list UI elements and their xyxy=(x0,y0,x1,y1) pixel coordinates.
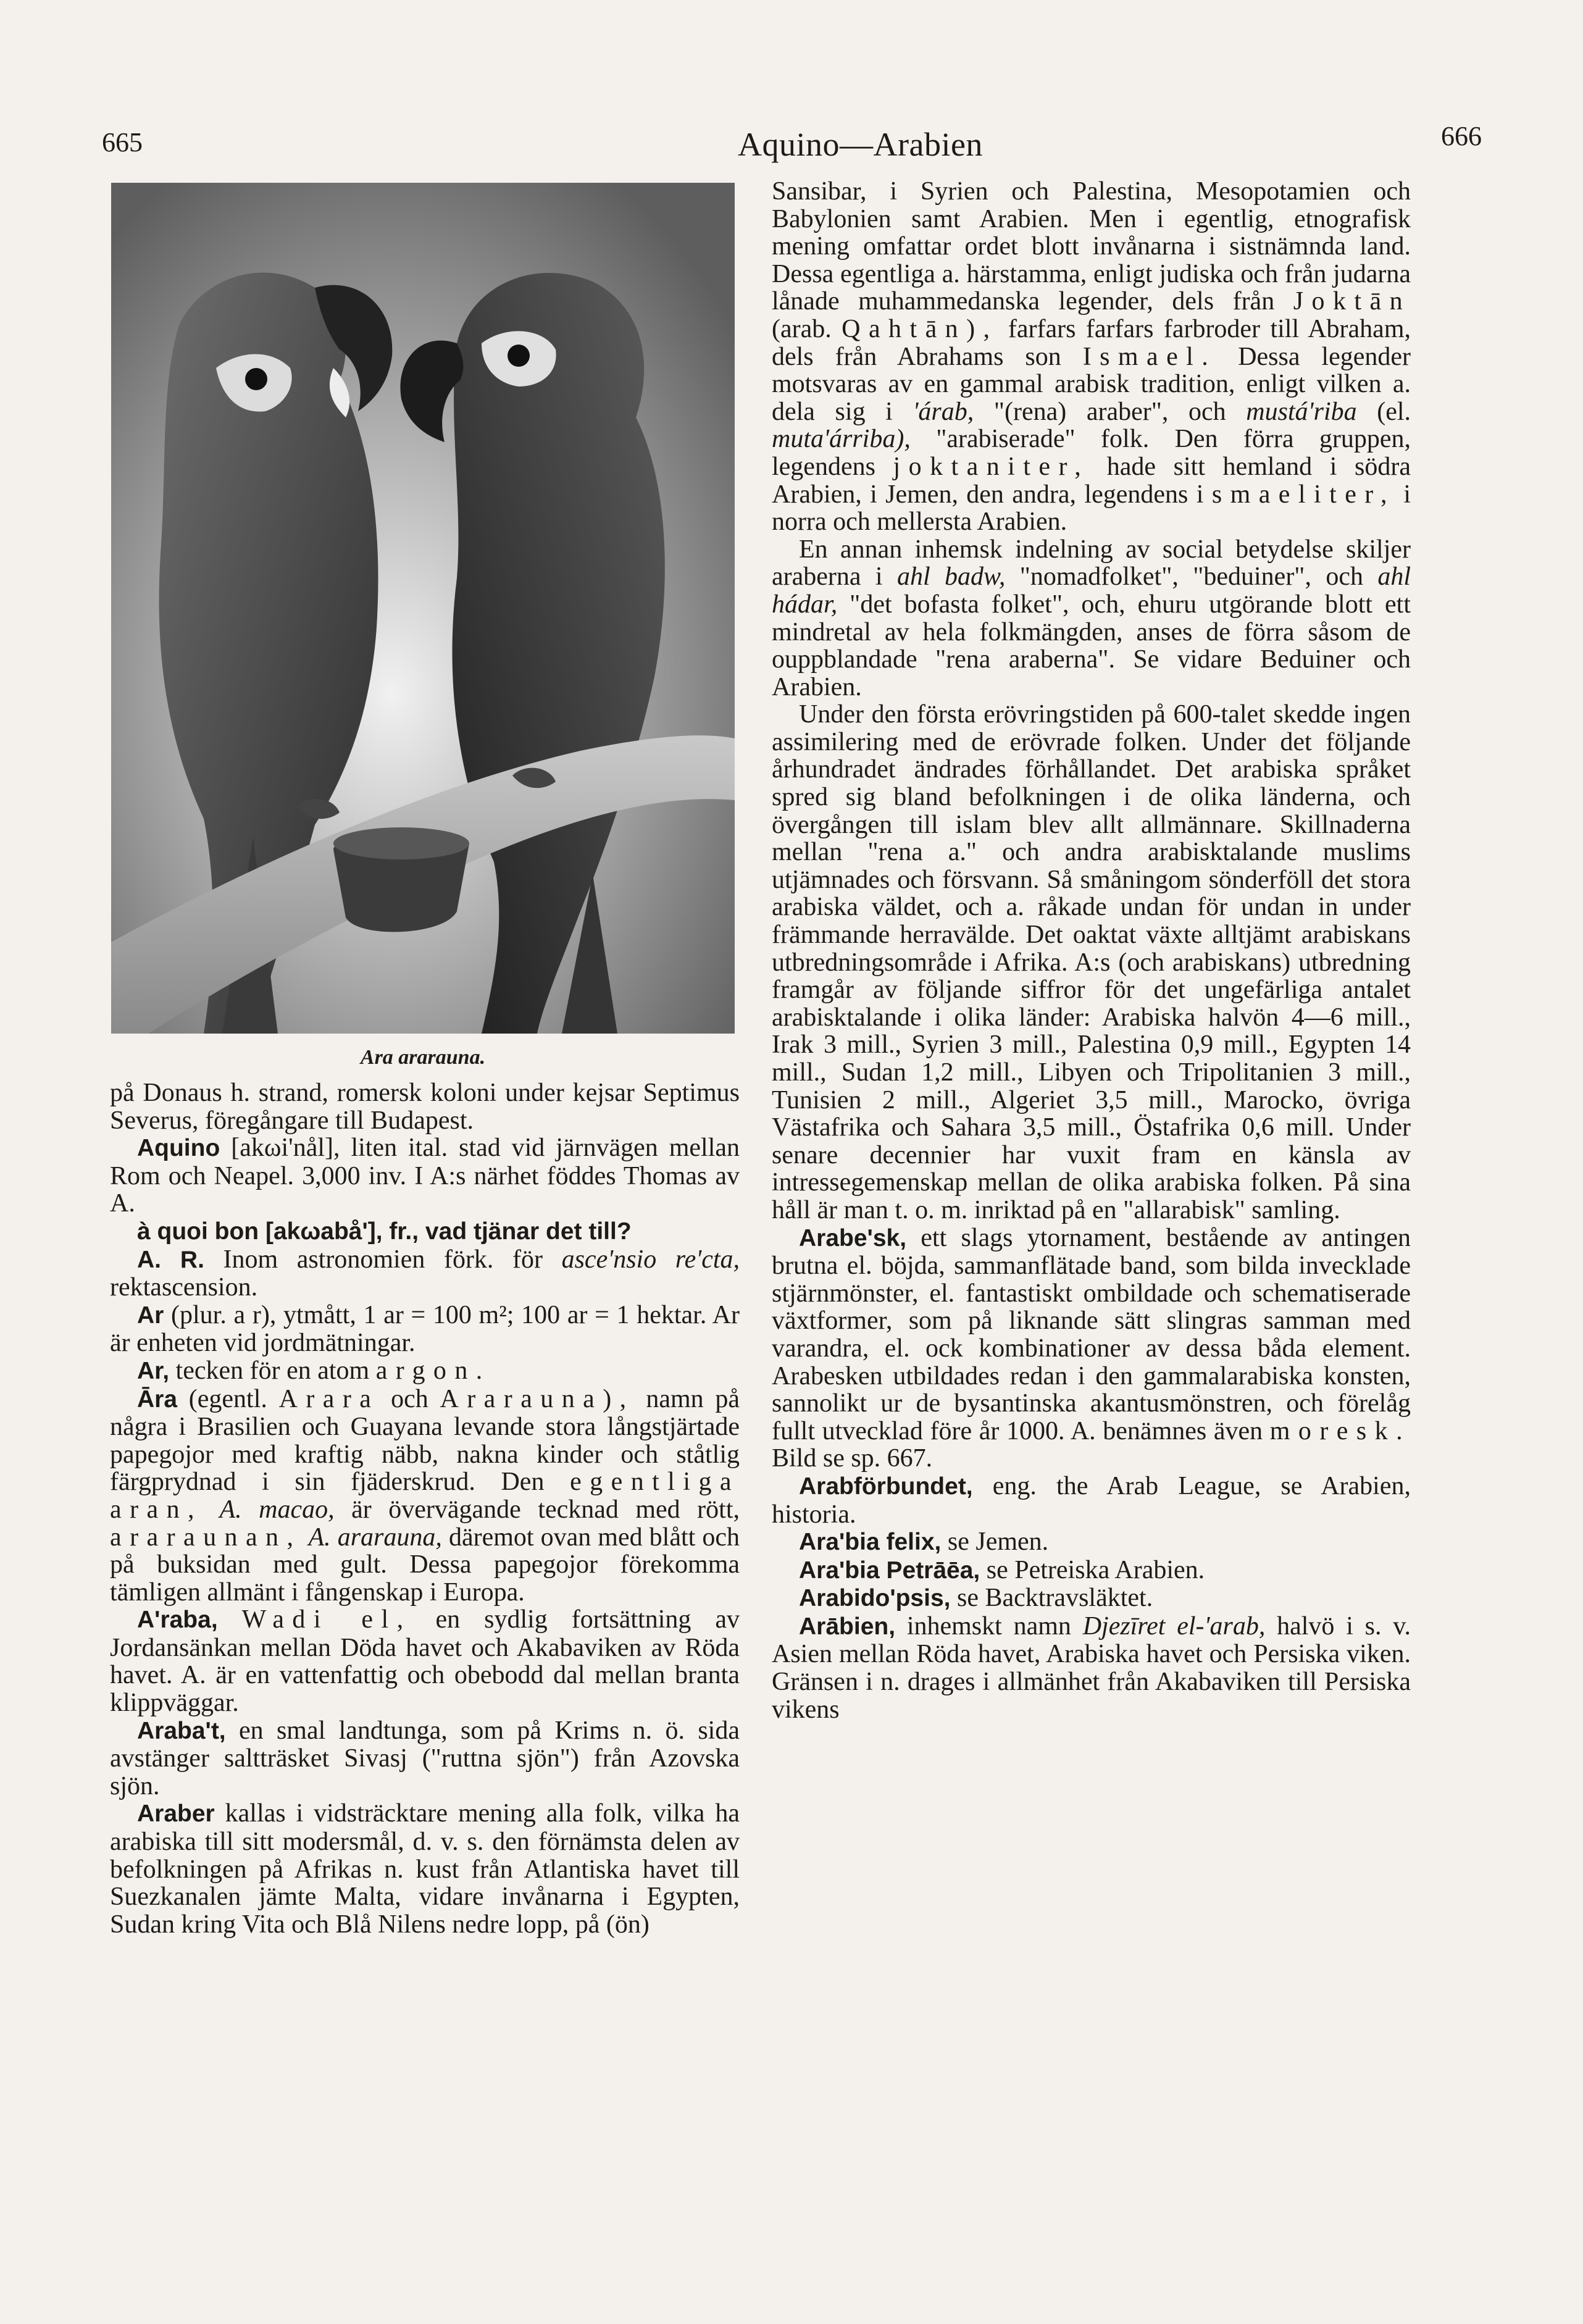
headword: Arabido'psis, xyxy=(799,1585,951,1612)
paragraph-social-division xyxy=(772,536,1411,701)
page-number-left: 665 xyxy=(102,127,143,157)
entry-text: halvö i s. v. Asien mellan Röda havet, Arabiska havet och Persiska viken. Gränsen i n. drages i allmänhet från Akabaviken till Persiska vikens xyxy=(772,1611,1411,1724)
entry-text: se Petreiska Arabien. xyxy=(986,1555,1205,1584)
entry-italic: A. ararauna, xyxy=(308,1523,442,1552)
entry-arabat xyxy=(110,1717,740,1800)
entry-a-r xyxy=(110,1246,740,1302)
entry-arabia-petraea xyxy=(772,1557,1411,1585)
entry-arabesk xyxy=(772,1224,1411,1473)
entry-text: (plur. a r), ytmått, 1 ar = 100 m²; 100 ar = 1 hektar. Ar är enheten vid jordmätningar. xyxy=(110,1300,740,1358)
entry-spaced: egentliga aran, xyxy=(110,1468,740,1524)
entry-text: inhemskt namn xyxy=(906,1611,1071,1641)
headword: Ara'bia felix, xyxy=(799,1529,942,1556)
entry-spaced: ismaeliter, xyxy=(1196,480,1395,509)
entry-spaced: moresk. xyxy=(1269,1416,1411,1445)
headword: Arabförbundet, xyxy=(799,1473,973,1500)
parrot-photograph xyxy=(111,183,735,1034)
page-title: Aquino—Arabien xyxy=(738,126,983,163)
entry-text: namn på några i Brasilien och Guayana levande stora långstjärtade papegojor med kraftig näbb, nakna kinder och ståtlig färgprydnad i sin fjäderskrud. Den xyxy=(110,1384,740,1497)
left-column xyxy=(110,1079,740,1938)
entry-araba xyxy=(110,1606,740,1716)
entry-a-quoi-bon xyxy=(110,1218,740,1246)
entry-araber xyxy=(110,1800,740,1938)
entry-text: kallas i vidsträcktare mening alla folk, vilka ha arabiska till sitt modersmål, d. v. s. den förnämsta delen av befolkningen på Afrikas n. kust från Atlantiska havet till Suezkanalen jämte Malta, vidare invånarna i Egypten, Sudan kring Vita och Blå Nilens nedre lopp, på (ön) xyxy=(110,1799,740,1939)
entry-spaced: argon. xyxy=(375,1356,491,1385)
entry-italic: muta'árriba), xyxy=(772,425,911,454)
entry-text: i norra och mellersta Arabien. xyxy=(772,480,1411,537)
entry-text: rektascension. xyxy=(110,1273,258,1302)
entry-spaced: araraunan, xyxy=(110,1523,302,1552)
headword: Araber xyxy=(137,1800,215,1828)
headword: Arabe'sk, xyxy=(799,1224,907,1252)
entry-text: hade sitt hemland i södra Arabien, i Jemen, den andra, legendens xyxy=(772,452,1411,509)
figure-caption: Ara ararauna. xyxy=(360,1046,486,1069)
entry-arabforbundet xyxy=(772,1473,1411,1528)
entry-text: Inom astronomien förk. för xyxy=(223,1245,543,1274)
entry-text: och xyxy=(391,1384,428,1413)
entry-text: se Jemen. xyxy=(947,1528,1049,1557)
entry-text: Under den första erövringstiden på 600-talet skedde ingen assimilering med de erövrade folken. Under det följande århundradet ändrades förhållandet. Det arabiska språket spred sig bland befolkningen i de olika länderna, och övergången till islam blev allt allmännare. Skillnaderna mellan "rena a." och andra arabisktalande muslims utjämnades och försvann. Så småningom sönderföll det stora arabiska väldet, och a. råkade undan för undan in under främmande herravälde. Det oaktat växte alltjämt arabiskans utbredningsområde i Afrika. A:s (och arabiskans) utbredning framgår av följande siffror för det ungefärliga antalet arabisktalande i olika länder: Arabiska halvön 4—6 mill., Irak 3 mill., Syrien 3 mill., Palestina 0,9 mill., Egypten 14 mill., Sudan 1,2 mill., Libyen och Tripolitanien 3 mill., Tunisien 2 mill., Algeriet 3,5 mill., Marocko, övriga Västafrika och Sahara 3,5 mill., Östafrika 0,6 mill. Under senare decennier har vuxit fram en känsla av intressegemenskap mellan de olika arabiska folken. På sina håll är man t. o. m. inriktad på en "allarabisk" samling. xyxy=(772,700,1411,1224)
entry-text: (egentl. xyxy=(188,1384,267,1413)
entry-spaced: Qahtān), xyxy=(842,314,998,343)
paragraph-text: på Donaus h. strand, romersk koloni under kejsar Septimus Severus, föregångare till Budapest. xyxy=(110,1079,740,1135)
headword: A. R. xyxy=(137,1246,204,1273)
entry-italic: 'árab, xyxy=(913,397,974,426)
entry-text: en smal landtunga, som på Krims n. ö. sida avstänger saltträsket Sivasj ("ruttna sjön") från Azovska sjön. xyxy=(110,1716,740,1800)
running-header xyxy=(102,120,1482,170)
entry-text: eng. the Arab League, se Arabien, historia. xyxy=(772,1471,1411,1529)
entry-text: "nomadfolket", "beduiner", och xyxy=(1019,562,1363,591)
entry-text: (el. xyxy=(1377,397,1411,426)
araber-continued xyxy=(772,178,1411,536)
entry-spaced: Arara xyxy=(278,1384,380,1413)
paragraph-conquest-era xyxy=(772,701,1411,1224)
entry-italic: Djezīret el-'arab, xyxy=(1082,1611,1266,1641)
headword: Āra xyxy=(137,1386,178,1413)
entry-spaced: joktaniter, xyxy=(893,452,1090,481)
entry-text: Dessa legender motsvaras av en gammal arabisk tradition, enligt vilken a. dela sig i xyxy=(772,342,1411,426)
page-number-right: 666 xyxy=(1441,121,1482,151)
headword: Araba't, xyxy=(137,1717,226,1744)
entry-aquino xyxy=(110,1134,740,1218)
entry-text: farfars farfars farbroder till Abraham, dels från Abrahams son xyxy=(772,314,1411,371)
entry-text: Sansibar, i Syrien och Palestina, Mesopotamien och Babylonien samt Arabien. Men i egentlig, etnografisk mening omfattar ordet blott invånarna i sistnämnda land. Dessa egentliga a. härstamma, enligt judiska och från judarna lånade muhammedanska legender, dels från xyxy=(772,177,1411,316)
entry-text: ett slags ytornament, bestående av antingen brutna el. böjda, sammanflätade band, som bilda invecklade stjärnmönster, el. fantastiskt ombildade och schematiserade växtformer, som på liknande sätt slingras samman med varandra, el. ock kombinationer av dessa båda element. Arabesken utbildades redan i den gammalarabiska konsten, sannolikt ur de bysantinska akantusmönstren, och förelåg fullt utvecklad före år 1000. A. benämnes även xyxy=(772,1223,1411,1445)
parrot-photo-image xyxy=(111,183,735,1034)
entry-spaced: Ismael. xyxy=(1082,342,1217,371)
headword: Arābien, xyxy=(799,1613,896,1640)
entry-arabia-felix xyxy=(772,1528,1411,1557)
right-column xyxy=(772,178,1411,1723)
entry-text: En annan inhemsk indelning av social betydelse skiljer araberna i xyxy=(772,535,1411,591)
entry-italic: ahl hádar, xyxy=(772,562,1411,619)
headword: à quoi bon [akωabå'], fr., vad tjänar det till? xyxy=(137,1218,632,1245)
entry-italic: asce'nsio re'cta, xyxy=(561,1245,740,1274)
entry-text: (arab. xyxy=(772,314,832,343)
entry-spaced: Wadi el, xyxy=(241,1605,412,1634)
headword: Aquino xyxy=(137,1135,220,1162)
entry-italic: mustá'riba xyxy=(1246,397,1357,426)
entry-text: däremot ovan med blått och på buksidan med gult. Dessa papegojor förekomma tämligen allmänt i fångenskap i Europa. xyxy=(110,1523,740,1607)
headword: Ara'bia Petrāēa, xyxy=(799,1557,980,1584)
headword: A'raba, xyxy=(137,1607,218,1634)
entry-spaced: Joktān xyxy=(1293,287,1411,316)
entry-ar-argon xyxy=(110,1357,740,1386)
entry-text: en sydlig fortsättning av Jordansänkan mellan Döda havet och Akabaviken av Röda havet. A. är en vattenfattig och obebodd dal mellan branta klippväggar. xyxy=(110,1605,740,1718)
entry-italic: ahl badw, xyxy=(896,562,1006,591)
entry-italic: A. macao, xyxy=(219,1495,335,1524)
entry-text: Bild se sp. 667. xyxy=(772,1444,933,1473)
entry-text: är övervägande tecknad med rött, xyxy=(351,1495,740,1524)
entry-ara xyxy=(110,1386,740,1607)
entry-text: tecken för en atom xyxy=(175,1356,370,1385)
entry-text: "arabiserade" folk. Den förra gruppen, legendens xyxy=(772,425,1411,481)
entry-text: "(rena) araber", och xyxy=(993,397,1226,426)
continued-paragraph xyxy=(110,1079,740,1134)
entry-arabidopsis xyxy=(772,1584,1411,1613)
entry-text: "det bofasta folket", och, ehuru utgörande blott ett mindretal av hela folkmängden, anses de förra såsom de ouppblandade "rena araberna". Se vidare Beduiner och Arabien. xyxy=(772,590,1411,701)
headword: Ar, xyxy=(137,1357,170,1384)
entry-text: se Backtravsläktet. xyxy=(956,1584,1153,1613)
entry-arabien xyxy=(772,1613,1411,1723)
headword: Ar xyxy=(137,1302,164,1329)
entry-spaced: Ararauna), xyxy=(440,1384,635,1413)
entry-text: [akωi'nål], liten ital. stad vid järnvägen mellan Rom och Neapel. 3,000 inv. I A:s närhet föddes Thomas av A. xyxy=(110,1134,740,1218)
entry-ar-unit xyxy=(110,1302,740,1357)
